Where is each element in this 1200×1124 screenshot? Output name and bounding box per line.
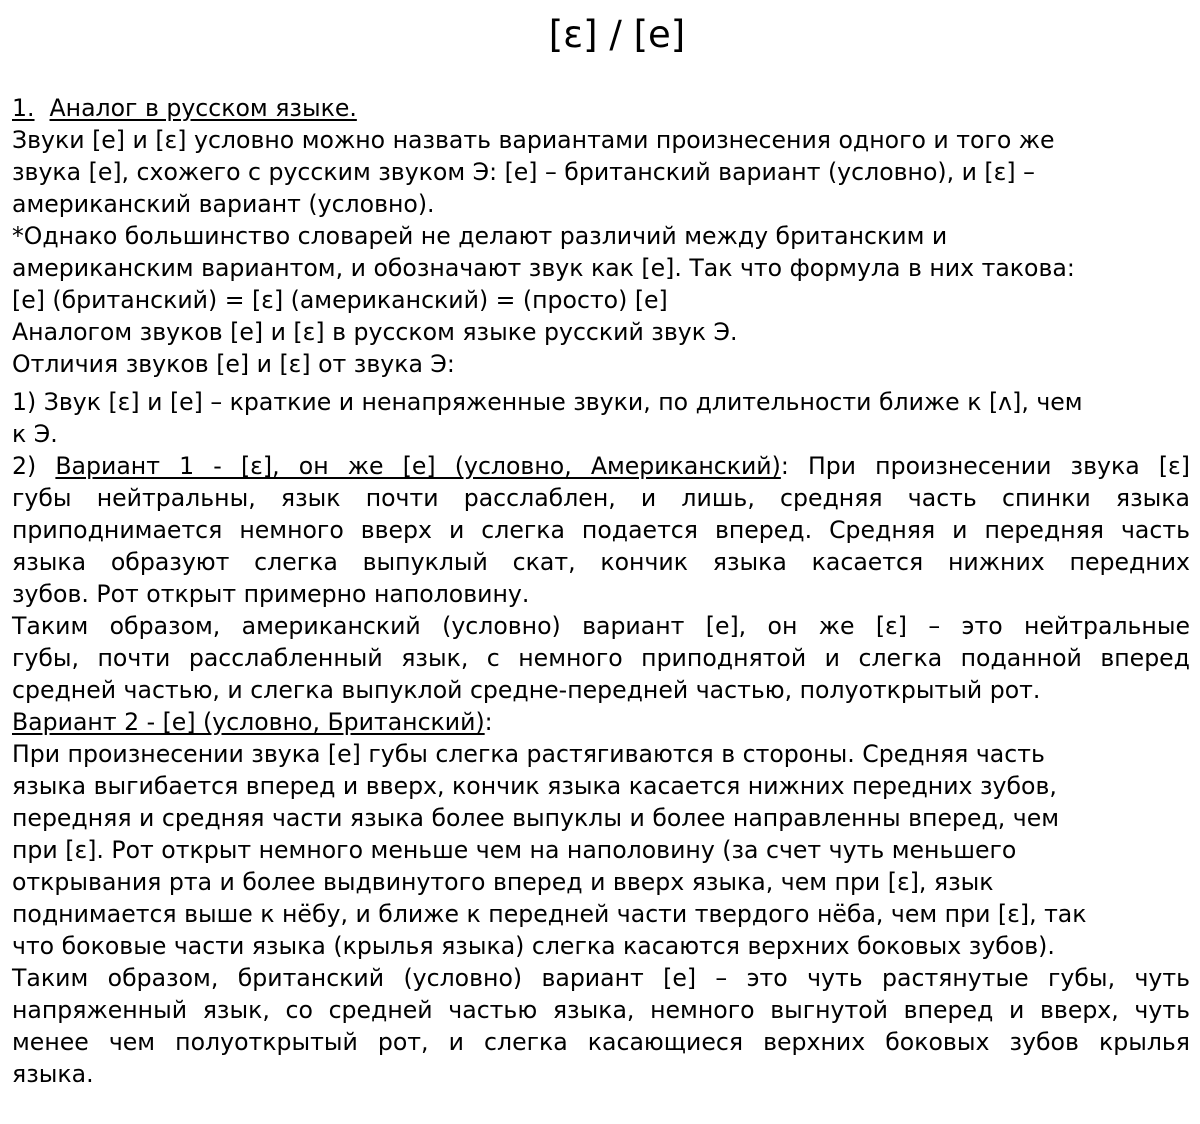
variant-2-line: что боковые части языка (крылья языка) слегка касаются верхних боковых зубов). (12, 932, 1055, 960)
intro-line: американский вариант (условно). (12, 190, 435, 218)
variant-2-label: Вариант 2 - [e] (условно, Британский) (12, 708, 485, 736)
variant-1-summary-line: губы, почти расслабленный язык, с немного приподнятой и слегка поданной вперед (12, 644, 1190, 672)
variant-1-label: Вариант 1 - [ɛ], он же [e] (условно, Американский) (55, 452, 781, 480)
variant-2-line: при [ɛ]. Рот открыт немного меньше чем на наполовину (за счет чуть меньшего (12, 836, 1017, 864)
section-heading (12, 92, 1190, 124)
intro-line: *Однако большинство словарей не делают различий между британским и (12, 222, 948, 250)
point-2-after-label: : При произнесении звука [ɛ] (780, 452, 1190, 480)
point-2-prefix: 2) (12, 452, 56, 480)
variant-2-summary-line: языка. (12, 1060, 94, 1088)
point-1-line: к Э. (12, 420, 58, 448)
section-heading-text: Аналог в русском языке. (49, 94, 357, 122)
page-title: [ɛ] / [e] (548, 13, 686, 56)
point-2-first-line (12, 450, 1190, 482)
variant-1-line: приподнимается немного вверх и слегка подается вперед. Средняя и передняя часть (12, 516, 1190, 544)
variant-1-line: зубов. Рот открыт примерно наполовину. (12, 580, 530, 608)
variant-2-line: открывания рта и более выдвинутого вперед и вверх языка, чем при [ɛ], язык (12, 868, 994, 896)
section-number: 1. (12, 94, 35, 122)
variant-1-summary-line: Таким образом, американский (условно) вариант [e], он же [ɛ] – это нейтральные (12, 612, 1190, 640)
variant-1-summary-line: средней частью, и слегка выпуклой средне-передней частью, полуоткрытый рот. (12, 676, 1041, 704)
variant-2-heading (12, 706, 1190, 738)
point-1-line: 1) Звук [ɛ] и [e] – краткие и ненапряженные звуки, по длительности ближе к [ʌ], чем (12, 388, 1083, 416)
intro-line: [e] (британский) = [ɛ] (американский) = (просто) [e] (12, 286, 668, 314)
variant-2-line: языка выгибается вперед и вверх, кончик языка касается нижних передних зубов, (12, 772, 1057, 800)
intro-line: звука [e], схожего с русским звуком Э: [e] – британский вариант (условно), и [ɛ] – (12, 158, 1035, 186)
variant-2-summary-line: менее чем полуоткрытый рот, и слегка касающиеся верхних боковых зубов крылья (12, 1028, 1190, 1056)
variant-1-line: языка образуют слегка выпуклый скат, кончик языка касается нижних передних (12, 548, 1190, 576)
intro-line: Аналогом звуков [e] и [ɛ] в русском языке русский звук Э. (12, 318, 738, 346)
intro-line: американским вариантом, и обозначают звук как [e]. Так что формула в них такова: (12, 254, 1075, 282)
document-body (12, 92, 1190, 1090)
variant-2-line: поднимается выше к нёбу, и ближе к передней части твердого нёба, чем при [ɛ], так (12, 900, 1087, 928)
variant-2-line: передняя и средняя части языка более выпуклы и более направленны вперед, чем (12, 804, 1060, 832)
intro-line: Звуки [e] и [ɛ] условно можно назвать вариантами произнесения одного и того же (12, 126, 1055, 154)
variant-2-summary-line: Таким образом, британский (условно) вариант [e] – это чуть растянутые губы, чуть (12, 964, 1190, 992)
variant-2-summary-line: напряженный язык, со средней частью языка, немного выгнутой вперед и вверх, чуть (12, 996, 1190, 1024)
intro-line: Отличия звуков [e] и [ɛ] от звука Э: (12, 350, 455, 378)
variant-2-after-label: : (484, 708, 493, 736)
variant-1-line: губы нейтральны, язык почти расслаблен, и лишь, средняя часть спинки языка (12, 484, 1190, 512)
variant-2-line: При произнесении звука [e] губы слегка растягиваются в стороны. Средняя часть (12, 740, 1045, 768)
